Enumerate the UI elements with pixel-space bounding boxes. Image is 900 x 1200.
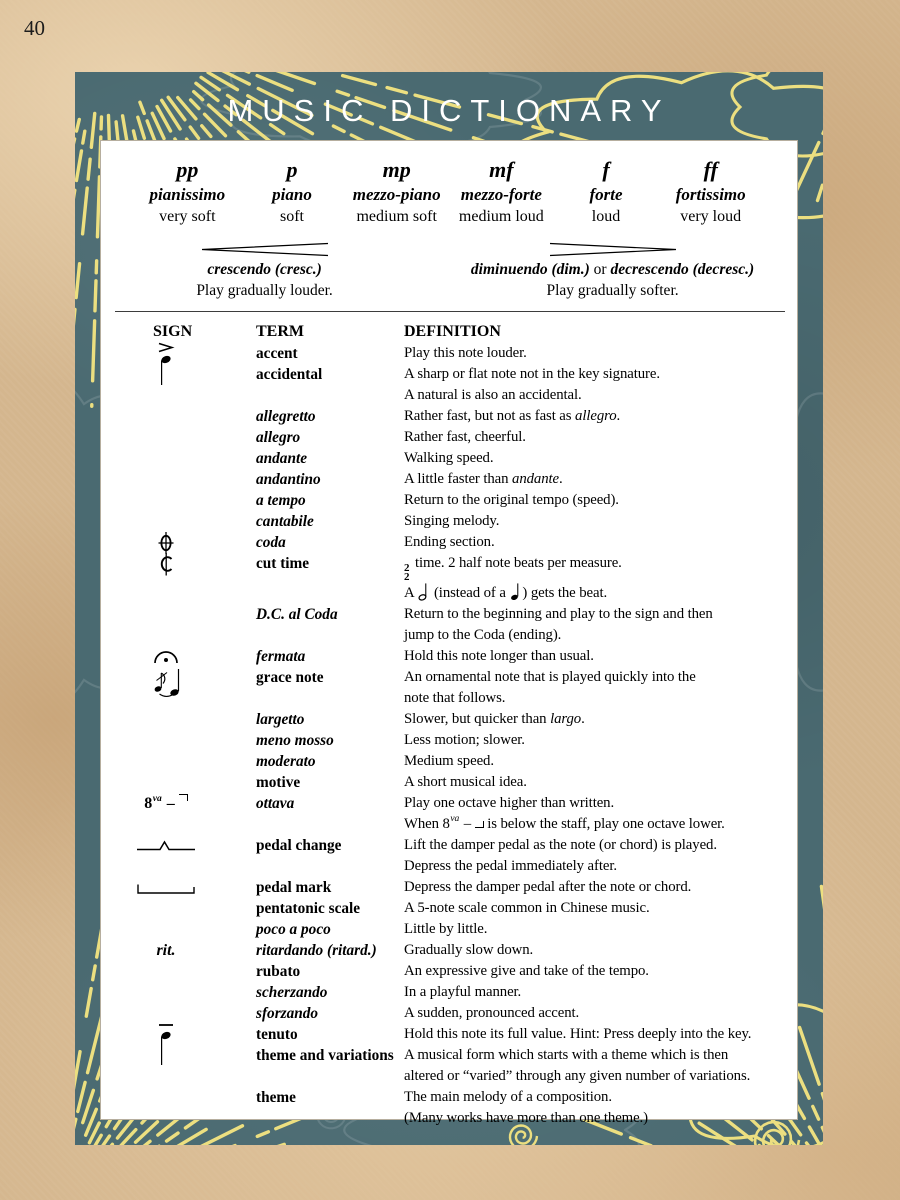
sign-cell xyxy=(101,709,231,730)
table-row xyxy=(101,793,797,835)
table-row xyxy=(101,982,797,1003)
table-row xyxy=(101,940,797,961)
sign-cell xyxy=(101,877,231,898)
term-cell: fermata xyxy=(256,648,306,665)
table-row xyxy=(101,1045,797,1087)
definition-cell: A sudden, pronounced accent. xyxy=(404,1005,580,1021)
dynamic-symbol: pp xyxy=(176,157,199,182)
definition-cell: Play one octave higher than written. When $8^{va}$ – is below the staff, play one octave lower. xyxy=(404,795,725,832)
dynamic-name: fortissimo xyxy=(675,185,746,204)
dynamic-meaning: very loud xyxy=(680,208,742,225)
dictionary-rows xyxy=(101,343,797,1129)
definition-cell: Little by little. xyxy=(404,921,488,937)
sign-cell xyxy=(101,898,231,919)
definition-cell: Return to the original tempo (speed). xyxy=(404,492,619,508)
definition-cell: Medium speed. xyxy=(404,753,494,769)
term-cell: theme xyxy=(256,1089,296,1106)
sign-cell xyxy=(101,343,231,364)
dynamic-item xyxy=(554,156,659,228)
table-row xyxy=(101,1003,797,1024)
definition-cell: Return to the beginning and play to the sign and then jump to the Coda (ending). xyxy=(404,606,713,643)
definition-cell: Walking speed. xyxy=(404,450,494,466)
sign-cell xyxy=(101,490,231,511)
term-cell: allegro xyxy=(256,429,301,446)
term-cell: allegretto xyxy=(256,408,316,425)
sign-cell xyxy=(101,469,231,490)
page-number: 40 xyxy=(24,16,45,40)
dynamic-meaning: very soft xyxy=(159,208,216,225)
table-row xyxy=(101,469,797,490)
sign-cell xyxy=(101,1087,231,1129)
dynamic-item xyxy=(240,156,345,228)
definition-cell: Slower, but quicker than largo. xyxy=(404,711,585,727)
table-row xyxy=(101,343,797,364)
definition-cell: In a playful manner. xyxy=(404,984,522,1000)
grace-note-icon xyxy=(151,662,181,702)
diminuendo-label: diminuendo (dim.) or decrescendo (decresc.) xyxy=(470,261,755,278)
definition-cell: Depress the damper pedal after the note or chord. xyxy=(404,879,692,895)
term-cell: tenuto xyxy=(256,1026,298,1043)
table-row xyxy=(101,877,797,898)
cut-time-icon xyxy=(158,551,174,577)
term-cell: sforzando xyxy=(256,1005,319,1022)
term-cell: theme and variations xyxy=(256,1047,394,1064)
table-row xyxy=(101,898,797,919)
crescendo-description: Play gradually louder. xyxy=(196,282,333,299)
hairpin-section xyxy=(101,242,797,301)
table-row xyxy=(101,961,797,982)
term-cell: accidental xyxy=(256,366,323,383)
ritardando-sign: rit. xyxy=(156,942,176,959)
term-cell: scherzando xyxy=(256,984,328,1001)
dynamic-item xyxy=(344,156,449,228)
dynamic-symbol: ff xyxy=(703,157,718,182)
sign-cell xyxy=(101,427,231,448)
table-row xyxy=(101,751,797,772)
definition-cell: Gradually slow down. xyxy=(404,942,534,958)
sign-cell xyxy=(101,406,231,427)
dynamic-name: piano xyxy=(272,185,312,204)
octave-hook-down-icon xyxy=(179,794,188,801)
term-cell: moderato xyxy=(256,753,316,770)
dynamic-name: mezzo-piano xyxy=(352,185,441,204)
dynamic-symbol: f xyxy=(602,157,610,182)
dynamic-symbol: mp xyxy=(382,157,411,182)
octave-hook-up-icon xyxy=(475,821,484,828)
sign-cell xyxy=(101,982,231,1003)
table-row xyxy=(101,1087,797,1129)
dynamic-meaning: medium loud xyxy=(458,208,544,225)
table-row xyxy=(101,427,797,448)
table-row xyxy=(101,646,797,667)
dynamic-item xyxy=(658,156,763,228)
definition-column-header: DEFINITION xyxy=(404,323,501,340)
table-row xyxy=(101,364,797,406)
divider-line xyxy=(115,311,785,312)
two-two-time-signature: 2 2 xyxy=(404,562,410,583)
table-row xyxy=(101,490,797,511)
sign-cell xyxy=(101,940,231,961)
definition-cell: Less motion; slower. xyxy=(404,732,525,748)
table-row xyxy=(101,709,797,730)
definition-cell: A musical form which starts with a theme which is then altered or “varied” through any given number of variations. xyxy=(404,1047,751,1084)
sign-cell xyxy=(101,511,231,532)
sign-cell xyxy=(101,730,231,751)
term-cell: largetto xyxy=(256,711,305,728)
sign-cell xyxy=(101,793,231,835)
term-cell: ritardando (ritard.) xyxy=(256,942,377,959)
term-cell: rubato xyxy=(256,963,301,980)
definition-cell: A sharp or flat note not in the key signature. A natural is also an accidental. xyxy=(404,366,660,403)
pedal-mark-icon xyxy=(136,882,196,896)
term-cell: poco a poco xyxy=(256,921,331,938)
term-cell: coda xyxy=(256,534,286,551)
dynamic-symbol: mf xyxy=(489,157,514,182)
diminuendo-description: Play gradually softer. xyxy=(546,282,679,299)
definition-cell: An ornamental note that is played quickly into the note that follows. xyxy=(404,669,696,706)
dynamic-name: mezzo-forte xyxy=(460,185,542,204)
definition-cell: Play this note louder. xyxy=(404,345,527,361)
term-cell: D.C. al Coda xyxy=(256,606,338,623)
term-column-header: TERM xyxy=(256,323,304,340)
accent-note-icon xyxy=(155,340,177,386)
sign-cell xyxy=(101,919,231,940)
quarter-note-icon xyxy=(510,582,521,601)
definition-cell: A little faster than andante. xyxy=(404,471,563,487)
table-row xyxy=(101,772,797,793)
definition-cell: Rather fast, but not as fast as allegro. xyxy=(404,408,621,424)
table-row xyxy=(101,1024,797,1045)
dynamic-meaning: soft xyxy=(280,208,304,225)
dynamic-name: pianissimo xyxy=(149,185,226,204)
term-cell: accent xyxy=(256,345,298,362)
definition-cell: A 5-note scale common in Chinese music. xyxy=(404,900,650,916)
dynamic-meaning: loud xyxy=(591,208,621,225)
half-note-icon xyxy=(418,582,429,601)
table-row xyxy=(101,919,797,940)
definition-cell: Singing melody. xyxy=(404,513,500,529)
dynamic-symbol: p xyxy=(286,157,298,182)
sign-cell xyxy=(101,835,231,877)
term-cell: meno mosso xyxy=(256,732,334,749)
pedal-change-icon xyxy=(136,839,196,853)
term-cell: a tempo xyxy=(256,492,306,509)
table-header-row xyxy=(101,321,797,343)
definition-cell: The main melody of a composition. (Many works have more than one theme.) xyxy=(404,1089,648,1126)
crescendo-hairpin-icon xyxy=(199,242,331,257)
term-cell: pedal change xyxy=(256,837,342,854)
dynamic-name: forte xyxy=(589,185,623,204)
definition-cell: An expressive give and take of the tempo. xyxy=(404,963,649,979)
crescendo-block xyxy=(101,242,428,301)
table-row xyxy=(101,835,797,877)
definition-cell: Hold this note its full value. Hint: Press deeply into the key. xyxy=(404,1026,752,1042)
crescendo-label: crescendo (cresc.) xyxy=(207,261,322,278)
decorative-border-panel xyxy=(75,72,823,1145)
table-row xyxy=(101,667,797,709)
dictionary-table xyxy=(101,321,797,1129)
definition-cell: Rather fast, cheerful. xyxy=(404,429,526,445)
sign-cell xyxy=(101,751,231,772)
diminuendo-hairpin-icon xyxy=(547,242,679,257)
sign-cell xyxy=(101,772,231,793)
term-cell: cantabile xyxy=(256,513,314,530)
table-row xyxy=(101,532,797,553)
dynamic-item xyxy=(135,156,240,228)
definition-cell: Lift the damper pedal as the note (or chord) is played. Depress the pedal immediately after. xyxy=(404,837,717,874)
term-cell: cut time xyxy=(256,555,310,572)
page-title: MUSIC DICTIONARY xyxy=(227,93,671,128)
table-row xyxy=(101,553,797,604)
definition-cell: A short musical idea. xyxy=(404,774,527,790)
table-row xyxy=(101,448,797,469)
definition-cell: 2 2 time. 2 half note beats per measure. A (instead of a ) gets the beat. xyxy=(404,555,622,601)
term-cell: pentatonic scale xyxy=(256,900,361,917)
term-cell: andante xyxy=(256,450,307,467)
dynamic-item xyxy=(449,156,554,228)
sign-cell xyxy=(101,961,231,982)
ottava-sign: $8^{va}$ – xyxy=(144,793,187,814)
dynamic-meaning: medium soft xyxy=(356,208,437,225)
tenuto-note-icon xyxy=(155,1021,177,1067)
table-row xyxy=(101,730,797,751)
sign-cell xyxy=(101,667,231,709)
sign-cell xyxy=(101,604,231,646)
sign-column-header: SIGN xyxy=(153,323,193,340)
definition-cell: Ending section. xyxy=(404,534,495,550)
dynamics-table xyxy=(135,156,763,228)
music-dictionary-card xyxy=(100,140,798,1126)
term-cell: pedal mark xyxy=(256,879,332,896)
term-cell: motive xyxy=(256,774,301,791)
sign-cell xyxy=(101,532,231,553)
sign-cell xyxy=(101,1024,231,1045)
diminuendo-block xyxy=(428,242,797,301)
sign-cell xyxy=(101,448,231,469)
sign-cell xyxy=(101,553,231,604)
table-row xyxy=(101,406,797,427)
term-cell: grace note xyxy=(256,669,324,686)
definition-cell: Hold this note longer than usual. xyxy=(404,648,594,664)
table-row xyxy=(101,511,797,532)
term-cell: andantino xyxy=(256,471,321,488)
term-cell: ottava xyxy=(256,795,295,812)
table-row xyxy=(101,604,797,646)
